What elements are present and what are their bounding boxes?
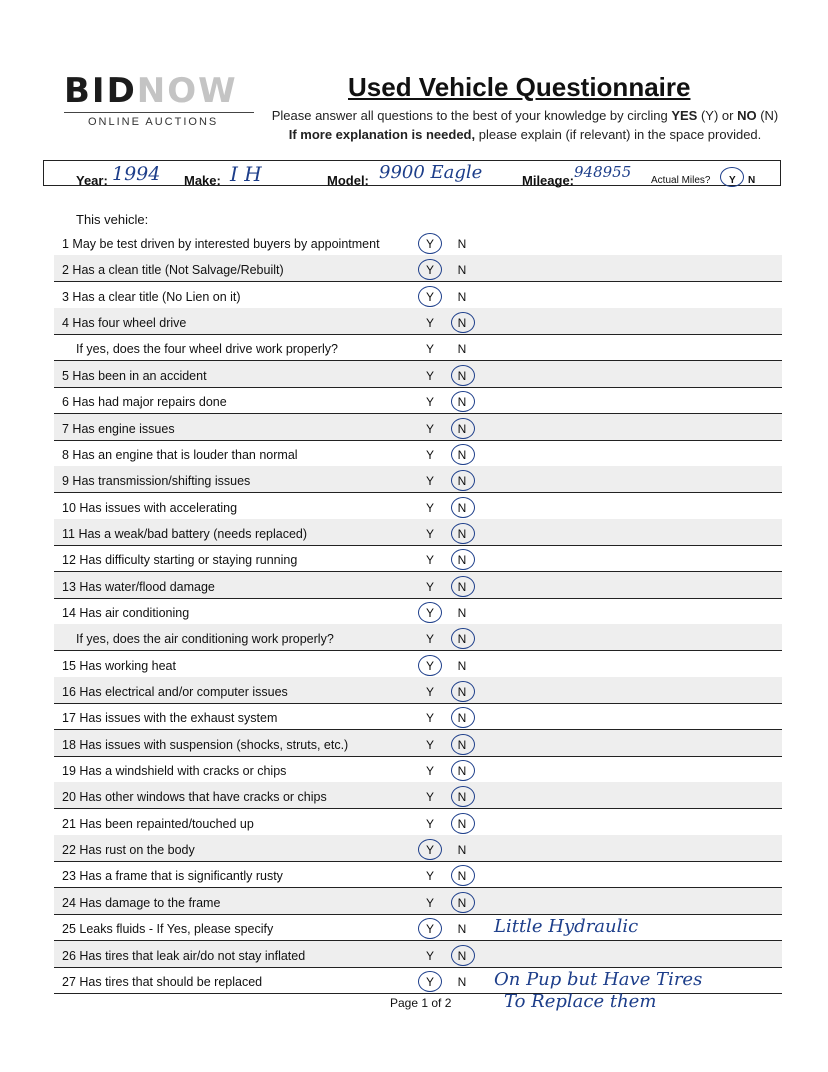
- question-row: [54, 888, 782, 915]
- question-row: [54, 651, 782, 678]
- no-option[interactable]: N: [457, 474, 467, 489]
- instructions-line-1: [270, 108, 780, 123]
- question-text: 6 Has had major repairs done: [62, 395, 227, 410]
- no-option[interactable]: N: [457, 579, 467, 594]
- actual-miles-label: Actual Miles?: [651, 175, 711, 186]
- yes-option[interactable]: Y: [425, 316, 434, 331]
- make-label: Make:: [184, 173, 221, 188]
- no-option[interactable]: N: [457, 421, 467, 436]
- question-text: 18 Has issues with suspension (shocks, struts, etc.): [62, 737, 349, 752]
- no-option[interactable]: N: [457, 895, 467, 910]
- question-text: 3 Has a clear title (No Lien on it): [62, 289, 241, 304]
- vehicle-info-box: [43, 160, 781, 186]
- instr-text: please explain (if relevant) in the space provided.: [475, 127, 762, 142]
- yes-option[interactable]: Y: [425, 685, 434, 699]
- yes-option[interactable]: Y: [425, 922, 434, 937]
- question-row: [54, 282, 782, 309]
- no-option[interactable]: N: [457, 605, 467, 620]
- instructions-line-2: [270, 127, 780, 142]
- yes-option[interactable]: Y: [425, 474, 434, 489]
- question-row: [54, 519, 782, 546]
- no-option[interactable]: N: [457, 263, 467, 278]
- section-label: This vehicle:: [76, 212, 149, 227]
- yes-option[interactable]: Y: [425, 605, 434, 620]
- no-option[interactable]: N: [457, 764, 467, 778]
- question-text: 5 Has been in an accident: [62, 368, 207, 383]
- no-option[interactable]: N: [457, 632, 467, 647]
- yes-option[interactable]: Y: [425, 447, 434, 462]
- instr-bold: If more explanation is needed,: [288, 127, 476, 142]
- yes-option[interactable]: Y: [425, 368, 434, 383]
- question-text: 17 Has issues with the exhaust system: [62, 711, 278, 726]
- no-option[interactable]: N: [457, 790, 467, 805]
- question-text: 2 Has a clean title (Not Salvage/Rebuilt): [62, 263, 284, 278]
- year-value[interactable]: 1994: [112, 163, 161, 185]
- question-row: [54, 941, 782, 968]
- no-option[interactable]: N: [457, 447, 467, 462]
- no-option[interactable]: N: [457, 658, 467, 673]
- question-row: [54, 835, 782, 862]
- question-row: [54, 255, 782, 282]
- yes-option[interactable]: Y: [425, 790, 434, 805]
- handwritten-note[interactable]: On Pup but Have Tires: [494, 968, 703, 990]
- logo-now: NOW: [136, 71, 238, 111]
- yes-option[interactable]: Y: [425, 632, 434, 647]
- question-text: 21 Has been repainted/touched up: [62, 816, 254, 831]
- no-option[interactable]: N: [457, 395, 467, 410]
- question-row: [54, 756, 782, 783]
- no-option[interactable]: N: [457, 500, 467, 515]
- question-row: [54, 861, 782, 888]
- question-row: [54, 466, 782, 493]
- question-text: 25 Leaks fluids - If Yes, please specify: [62, 922, 274, 937]
- bidnow-logo: [64, 72, 254, 128]
- yes-option[interactable]: Y: [425, 843, 434, 858]
- model-value[interactable]: 9900 Eagle: [379, 162, 483, 183]
- yes-option[interactable]: Y: [425, 553, 434, 568]
- question-text: 1 May be test driven by interested buyers by appointment: [62, 237, 380, 251]
- actual-miles-circle: [720, 167, 744, 187]
- instr-text: (Y) or: [697, 108, 738, 123]
- question-text: 10 Has issues with accelerating: [62, 500, 238, 515]
- logo-divider: [64, 112, 254, 113]
- question-text: 14 Has air conditioning: [62, 605, 190, 620]
- no-option[interactable]: N: [457, 289, 467, 304]
- question-text: If yes, does the air conditioning work properly?: [76, 632, 334, 647]
- question-row: [54, 572, 782, 599]
- yes-option[interactable]: Y: [425, 579, 434, 594]
- yes-option[interactable]: Y: [425, 974, 434, 989]
- yes-option[interactable]: Y: [425, 816, 434, 831]
- question-text: 12 Has difficulty starting or staying running: [62, 553, 298, 568]
- page-number: Page 1 of 2: [390, 996, 452, 1010]
- instr-text: (N): [756, 108, 779, 123]
- no-option[interactable]: N: [457, 974, 467, 989]
- question-row: [54, 545, 782, 572]
- question-row: [54, 809, 782, 836]
- yes-option[interactable]: Y: [425, 737, 434, 752]
- make-value[interactable]: I H: [230, 162, 262, 186]
- yes-option[interactable]: Y: [425, 526, 434, 541]
- yes-option[interactable]: Y: [425, 948, 434, 963]
- question-row: [54, 493, 782, 520]
- question-text: 19 Has a windshield with cracks or chips: [62, 764, 287, 778]
- yes-option[interactable]: Y: [425, 658, 434, 673]
- no-option[interactable]: N: [457, 553, 467, 568]
- yes-option[interactable]: Y: [425, 895, 434, 910]
- question-row: [54, 914, 782, 941]
- logo-subtitle: ONLINE AUCTIONS: [88, 116, 219, 128]
- question-text: 22 Has rust on the body: [62, 843, 195, 858]
- handwritten-note[interactable]: Little Hydraulic: [494, 916, 639, 938]
- question-row: [54, 308, 782, 335]
- logo-wordmark: [64, 72, 254, 110]
- actual-miles-n[interactable]: N: [748, 175, 756, 186]
- question-text: 11 Has a weak/bad battery (needs replaced): [62, 526, 308, 541]
- mileage-value[interactable]: 948955: [574, 163, 632, 181]
- handwritten-note-line-2[interactable]: To Replace them: [504, 990, 657, 1012]
- yes-option[interactable]: Y: [425, 421, 434, 436]
- question-row: [54, 624, 782, 651]
- question-row: [54, 703, 782, 730]
- question-row: [54, 677, 782, 704]
- yes-option[interactable]: Y: [425, 395, 434, 410]
- no-option[interactable]: N: [457, 342, 467, 357]
- no-option[interactable]: N: [457, 843, 467, 858]
- no-option[interactable]: N: [457, 948, 467, 963]
- question-row: [54, 598, 782, 625]
- question-text: 20 Has other windows that have cracks or chips: [62, 790, 327, 805]
- yes-option[interactable]: Y: [425, 342, 434, 357]
- question-text: 26 Has tires that leak air/do not stay inflated: [62, 948, 306, 963]
- no-option[interactable]: N: [457, 316, 467, 331]
- question-text: 8 Has an engine that is louder than normal: [62, 447, 298, 462]
- yes-option[interactable]: Y: [425, 764, 434, 778]
- question-text: 4 Has four wheel drive: [62, 316, 187, 331]
- logo-bid: BID: [64, 71, 137, 111]
- document-title: Used Vehicle Questionnaire: [348, 72, 691, 102]
- question-text: 7 Has engine issues: [62, 421, 175, 436]
- no-option[interactable]: N: [457, 685, 467, 699]
- question-row: [54, 440, 782, 467]
- no-option[interactable]: N: [457, 711, 467, 726]
- model-label: Model:: [327, 173, 369, 188]
- instr-no: NO: [737, 108, 757, 123]
- yes-option[interactable]: Y: [425, 869, 434, 884]
- yes-option[interactable]: Y: [425, 289, 434, 304]
- no-option[interactable]: N: [457, 368, 467, 383]
- mileage-label: Mileage:: [522, 173, 575, 188]
- no-option[interactable]: N: [457, 869, 467, 884]
- no-option[interactable]: N: [457, 237, 467, 251]
- yes-option[interactable]: Y: [425, 263, 434, 278]
- question-text: 15 Has working heat: [62, 658, 176, 673]
- yes-option[interactable]: Y: [425, 500, 434, 515]
- question-row: [54, 782, 782, 809]
- instr-text: Please answer all questions to the best of your knowledge by circling: [271, 108, 672, 123]
- actual-miles-y[interactable]: Y: [729, 175, 736, 186]
- year-label: Year:: [76, 173, 108, 188]
- question-text: If yes, does the four wheel drive work properly?: [76, 342, 338, 357]
- no-option[interactable]: N: [457, 816, 467, 831]
- yes-option[interactable]: Y: [425, 237, 434, 251]
- question-row: [54, 334, 782, 361]
- no-option[interactable]: N: [457, 526, 467, 541]
- question-text: 23 Has a frame that is significantly rusty: [62, 869, 283, 884]
- question-row: [54, 361, 782, 388]
- no-option[interactable]: N: [457, 922, 467, 937]
- yes-option[interactable]: Y: [425, 711, 434, 726]
- question-row: [54, 229, 782, 256]
- no-option[interactable]: N: [457, 737, 467, 752]
- question-text: 16 Has electrical and/or computer issues: [62, 685, 288, 699]
- question-row: [54, 730, 782, 757]
- question-row: [54, 414, 782, 441]
- question-text: 27 Has tires that should be replaced: [62, 974, 263, 989]
- question-row: [54, 387, 782, 414]
- question-text: 13 Has water/flood damage: [62, 579, 215, 594]
- instr-yes: YES: [671, 108, 698, 123]
- question-text: 24 Has damage to the frame: [62, 895, 221, 910]
- question-text: 9 Has transmission/shifting issues: [62, 474, 251, 489]
